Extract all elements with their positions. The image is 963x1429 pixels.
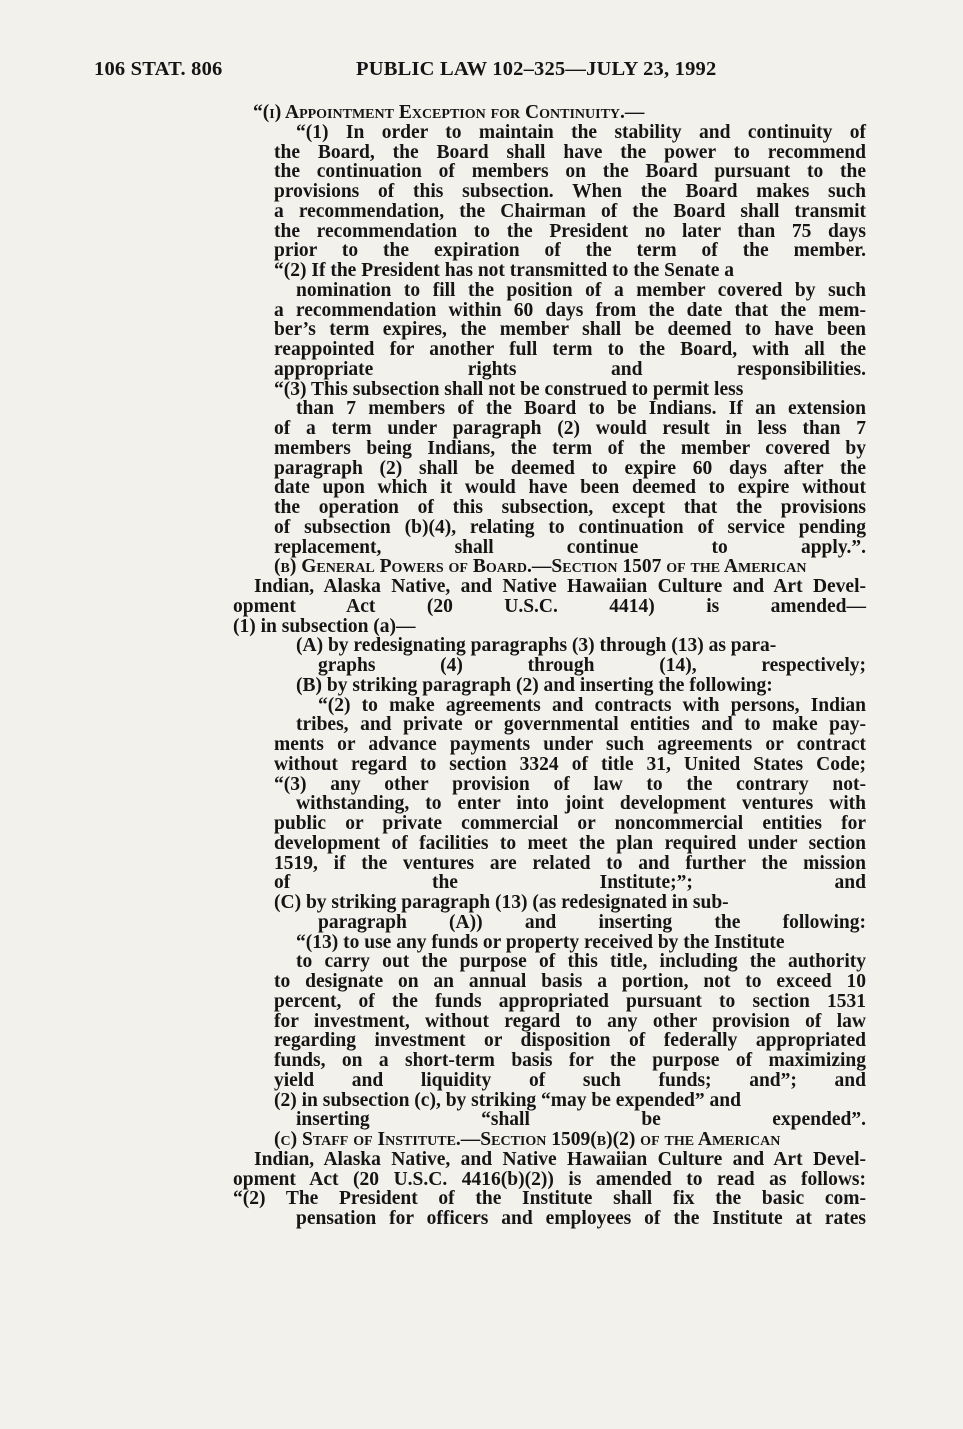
text-line: date upon which it would have been deemed to expire without (274, 477, 866, 499)
text-line: 1519, if the ventures are related to and further the mission (274, 852, 866, 874)
text-line: ments or advance payments under such agreements or contract (274, 734, 866, 755)
text-line: a recommendation, the Chairman of the Board shall transmit (274, 200, 866, 222)
text-line: the continuation of members on the Board pursuant to the (274, 161, 866, 183)
text-line: replacement, shall continue to apply.”. (274, 536, 866, 558)
text-line: appropriate rights and responsibilities. (274, 358, 866, 380)
text-line: paragraph (A)) and inserting the following: (318, 911, 866, 933)
text-line: regarding investment or disposition of federally appropriated (274, 1030, 866, 1052)
text-line: (C) by striking paragraph (13) (as redesignated in sub- (274, 892, 729, 913)
text-line: public or private commercial or noncommercial entities for (274, 813, 866, 834)
text-line: without regard to section 3324 of title 31, United States Code; (274, 753, 866, 775)
text-line: graphs (4) through (14), respectively; (318, 655, 866, 676)
text-line: of the Institute;”; and (274, 872, 866, 894)
text-line: provisions of this subsection. When the Board makes such (274, 181, 866, 202)
statute-citation: 106 STAT. 806 (94, 58, 223, 80)
text-line: “(1) In order to maintain the stability and continuity of (296, 121, 866, 143)
text-line: tribes, and private or governmental entities and to make pay- (296, 714, 866, 736)
text-line: nomination to fill the position of a member covered by such (296, 279, 866, 301)
text-line: ber’s term expires, the member shall be deemed to have been (274, 319, 866, 341)
text-line: reappointed for another full term to the Board, with all the (274, 339, 866, 360)
text-line: of a term under paragraph (2) would result in less than 7 (274, 418, 866, 439)
text-line: inserting “shall be expended”. (296, 1109, 866, 1131)
text-line: funds, on a short-term basis for the purpose of maximizing (274, 1050, 866, 1071)
section-heading-line: (b) General Powers of Board.—Section 1507 of the American (274, 556, 807, 578)
public-law-title: PUBLIC LAW 102–325—JULY 23, 1992 (356, 58, 717, 80)
text-line: the recommendation to the President no later than 75 days (274, 220, 866, 242)
text-line: Indian, Alaska Native, and Native Hawaiian Culture and Art Devel- (254, 576, 866, 597)
section-heading-line: “(i) Appointment Exception for Continuity.— (253, 102, 645, 123)
text-line: “(2) to make agreements and contracts with persons, Indian (318, 694, 866, 716)
text-line: to carry out the purpose of this title, including the authority (296, 951, 866, 973)
text-line: “(3) This subsection shall not be construed to permit less (274, 378, 744, 400)
text-line: to designate on an annual basis a portion, not to exceed 10 (274, 971, 866, 992)
text-line: percent, of the funds appropriated pursuant to section 1531 (274, 990, 866, 1012)
text-line: paragraph (2) shall be deemed to expire 60 days after the (274, 457, 866, 479)
text-line: yield and liquidity of such funds; and”; and (274, 1069, 866, 1091)
text-line: the Board, the Board shall have the power to recommend (274, 141, 866, 163)
text-line: development of facilities to meet the plan required under section (274, 832, 866, 854)
page-header (94, 58, 854, 88)
text-line: “(2) The President of the Institute shall fix the basic com- (233, 1188, 866, 1210)
text-line: “(13) to use any funds or property received by the Institute (296, 931, 785, 953)
text-line: (2) in subsection (c), by striking “may be expended” and (274, 1089, 741, 1111)
text-line: a recommendation within 60 days from the date that the mem- (274, 299, 866, 321)
text-line: (B) by striking paragraph (2) and inserting the following: (296, 674, 773, 696)
text-line: pensation for officers and employees of the Institute at rates (296, 1208, 866, 1229)
text-line: prior to the expiration of the term of the member. (274, 240, 866, 262)
text-line: the operation of this subsection, except that the provisions (274, 497, 866, 518)
text-line: for investment, without regard to any other provision of law (274, 1010, 866, 1032)
text-line: members being Indians, the term of the member covered by (274, 437, 866, 459)
text-line: (A) by redesignating paragraphs (3) through (13) as para- (296, 635, 777, 657)
text-line: “(2) If the President has not transmitted to the Senate a (274, 260, 735, 281)
section-heading-line: (c) Staff of Institute.—Section 1509(b)(2) of the American (274, 1129, 781, 1150)
text-line: withstanding, to enter into joint development ventures with (296, 793, 866, 815)
text-line: than 7 members of the Board to be Indians. If an extension (296, 398, 866, 420)
text-line: of subsection (b)(4), relating to continuation of service pending (274, 516, 866, 538)
text-line: “(3) any other provision of law to the contrary not- (274, 773, 866, 795)
text-line: opment Act (20 U.S.C. 4416(b)(2)) is amended to read as follows: (233, 1168, 866, 1190)
text-line: opment Act (20 U.S.C. 4414) is amended— (233, 595, 866, 617)
text-line: Indian, Alaska Native, and Native Hawaiian Culture and Art Devel- (254, 1148, 866, 1170)
text-line: (1) in subsection (a)— (233, 615, 416, 637)
